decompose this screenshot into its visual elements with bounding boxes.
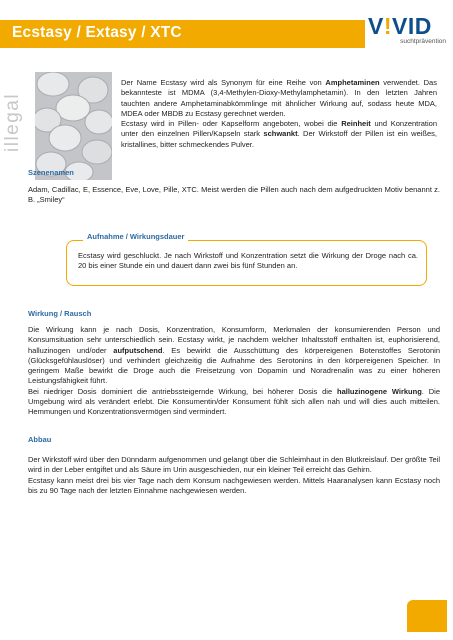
wirkung-text — [28, 325, 440, 418]
pills-photo — [35, 72, 112, 180]
intro-paragraph-2 — [121, 119, 437, 150]
text-run: Ecstasy wird in Pillen- oder Kapselform angeboten, wobei die — [121, 119, 342, 129]
wirkung-paragraph-2 — [28, 387, 440, 418]
vivid-logo — [368, 14, 448, 54]
logo-letter-v: V — [368, 13, 384, 39]
wirkung-paragraph-1 — [28, 325, 440, 387]
corner-accent — [407, 600, 447, 632]
text-run: Die Wirkung kann je nach Dosis, Konzentration, Konsumform, Merkmalen der konsumierenden Person und Konsumsituation sehr unterschiedlich sein. Ecstasy wirkt, je nachdem welcher Inhaltsstoff enthalten ist, euphorisierend, halluzinogen und/oder — [28, 325, 440, 355]
abbau-text — [28, 455, 440, 496]
text-run: Bei niedriger Dosis dominiert die antriebssteigernde Wirkung, bei höherer Dosis die — [28, 386, 337, 396]
logo-letters-vid: VID — [392, 13, 432, 39]
bold-term: schwankt — [263, 129, 298, 139]
logo-wordmark — [368, 14, 448, 38]
text-run: Der Name Ecstasy wird als Synonym für eine Reihe von — [121, 78, 326, 87]
heading-abbau: Abbau — [28, 435, 52, 444]
intro-text — [121, 78, 437, 150]
abbau-paragraph-2: Ecstasy kann meist drei bis vier Tage nach dem Konsum nachgewiesen werden. Mittels Haaranalysen kann Ecstasy noch bis zu 90 Tage nach der letzten Einnahme nachgewiesen werden. — [28, 475, 440, 495]
text-run: . Es bewirkt die Ausschüttung des körpereigenen Botenstoffes Serotonin (Glücksgefühlauslöser) und verhindert gleichzeitig die Aufnahme des Serotonins in den körpereigenen Speicher. In geringem Maße bewirkt die Droge auch die Freisetzung von Dopamin und Noradrenalin was zu einer höheren Leistungsfähigkeit führt. — [28, 345, 440, 386]
aufnahme-text: Ecstasy wird geschluckt. Je nach Wirkstoff und Konzentration setzt die Wirkung der Droge nach ca. 20 bis einer Stunde ein und dauert dann zwei bis fünf Stunden an. — [78, 251, 418, 271]
heading-wirkung: Wirkung / Rausch — [28, 309, 92, 318]
logo-exclamation: ! — [383, 13, 393, 39]
heading-aufnahme: Aufnahme / Wirkungsdauer — [83, 232, 188, 241]
text-run: . Die Umgebung wird als verändert erlebt. Die Konsumentin/der Konsument fühlt sich allen nah und will dies auch mitteilen. Hemmungen und Konzentrationsvermögen sind vermindert. — [28, 386, 440, 417]
logo-subtitle: suchtprävention — [400, 38, 446, 45]
bold-term: Amphetaminen — [325, 78, 380, 87]
bold-term: Reinheit — [341, 119, 371, 129]
text-run: verwendet. Das bekannteste ist MDMA (3,4-Methylen-Dioxy-Methylamphetamin). In den letzten Jahren tauchten andere Amphetaminabkömmlinge mit ähnlicher Wirkung auf, sodass heute MDA, MDEA oder MBDB zu Ecstasy gerechnet werden. — [121, 78, 437, 118]
heading-szenenamen: Szenenamen — [28, 168, 74, 177]
text-run: und Konzentration unter den einzelnen Pillen/Kapseln stark — [121, 119, 437, 139]
text-run: . Der Wirkstoff der Pillen ist ein weißes, kristallines, bitter schmeckendes Pulver. — [121, 129, 437, 149]
intro-paragraph-1 — [121, 78, 437, 119]
bold-term: aufputschend — [113, 345, 163, 355]
page-title: Ecstasy / Extasy / XTC — [12, 24, 182, 41]
abbau-paragraph-1: Der Wirkstoff wird über den Dünndarm aufgenommen und gelangt über die Schleimhaut in den Blutkreislauf. Der größte Teil wird in der Leber entgiftet und als Säure im Urin ausgeschieden, nur ein kleiner Teil erreicht das Gehirn. — [28, 455, 440, 475]
side-label-illegal: illegal — [2, 92, 23, 153]
szenenamen-text: Adam, Cadillac, E, Essence, Eve, Love, Pille, XTC. Meist werden die Pillen auch nach dem aufgedruckten Motiv benannt z. B. „Smiley“ — [28, 185, 440, 205]
bold-term: halluzinogene Wirkung — [337, 386, 422, 396]
